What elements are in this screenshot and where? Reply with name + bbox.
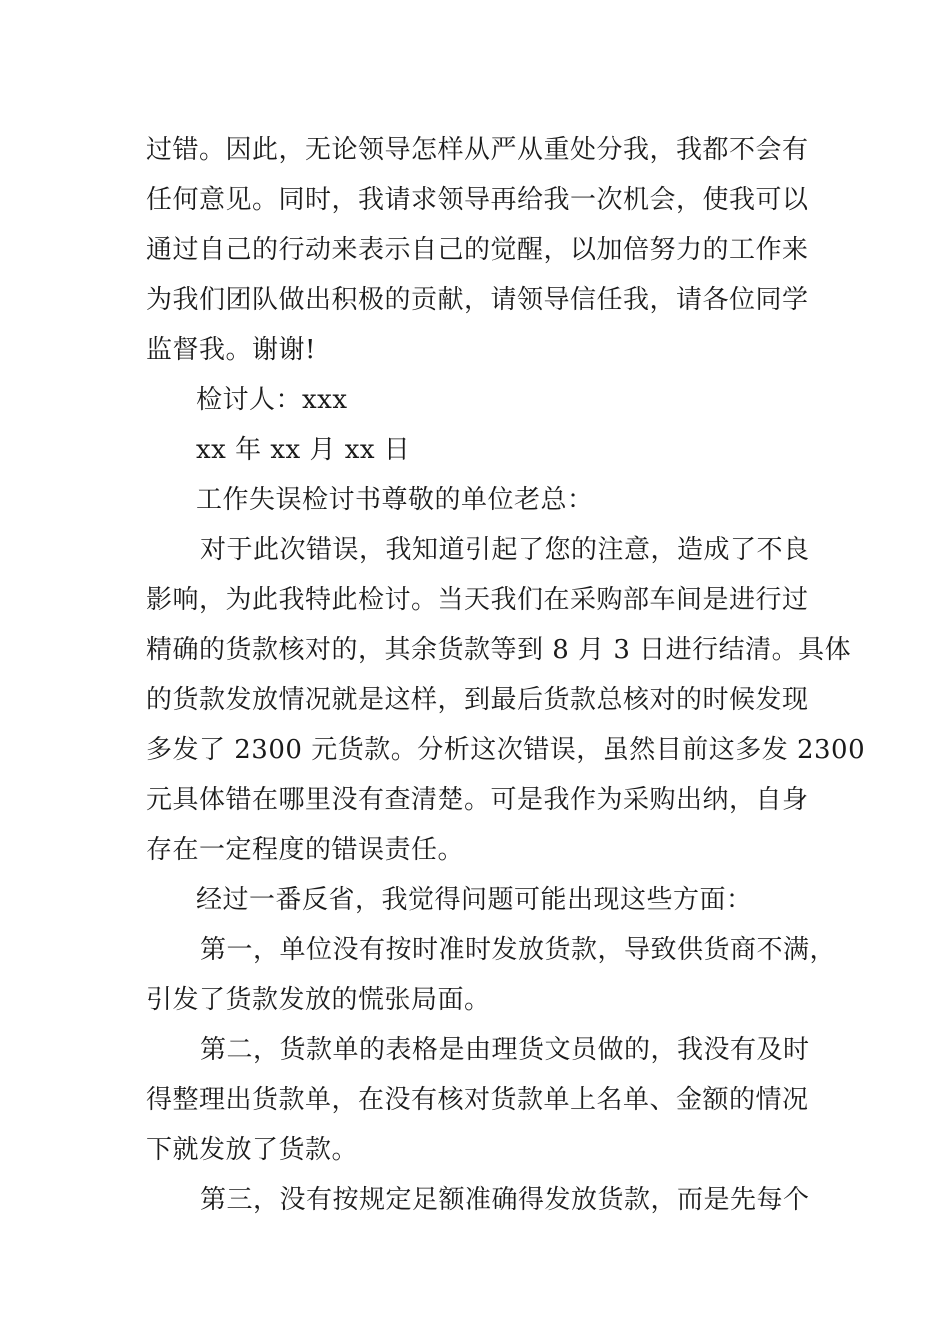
text-line: 多发了 2300 元货款。分析这次错误，虽然目前这多发 2300 [146, 735, 866, 765]
text-line: 监督我。谢谢! [146, 335, 316, 365]
text-line: 的货款发放情况就是这样，到最后货款总核对的时候发现 [146, 685, 809, 715]
text-line: 为我们团队做出积极的贡献，请领导信任我，请各位同学 [146, 285, 809, 315]
text-line: 第一，单位没有按时准时发放货款，导致供货商不满， [200, 935, 837, 965]
text-line: 精确的货款核对的，其余货款等到 8 月 3 日进行结清。具体 [146, 635, 852, 665]
text-line: 通过自己的行动来表示自己的觉醒，以加倍努力的工作来 [146, 235, 809, 265]
text-line: 存在一定程度的错误责任。 [146, 835, 465, 865]
heading-line: 工作失误检讨书尊敬的单位老总： [196, 485, 594, 515]
text-line: 引发了货款发放的慌张局面。 [146, 985, 491, 1015]
text-line: 对于此次错误，我知道引起了您的注意，造成了不良 [200, 535, 810, 565]
text-line: 得整理出货款单，在没有核对货款单上名单、金额的情况 [146, 1085, 809, 1115]
date-line: xx 年 xx 月 xx 日 [196, 435, 411, 465]
text-line: 过错。因此，无论领导怎样从严从重处分我，我都不会有 [146, 135, 809, 165]
text-line: 第二，货款单的表格是由理货文员做的，我没有及时 [200, 1035, 810, 1065]
text-line: 元具体错在哪里没有查清楚。可是我作为采购出纳，自身 [146, 785, 809, 815]
text-line: 第三，没有按规定足额准确得发放货款，而是先每个 [200, 1185, 810, 1215]
signature-line: 检讨人：xxx [196, 385, 348, 415]
text-line: 经过一番反省，我觉得问题可能出现这些方面： [196, 885, 753, 915]
text-line: 任何意见。同时，我请求领导再给我一次机会，使我可以 [146, 185, 809, 215]
text-line: 下就发放了货款。 [146, 1135, 359, 1165]
text-line: 影响，为此我特此检讨。当天我们在采购部车间是进行过 [146, 585, 809, 615]
